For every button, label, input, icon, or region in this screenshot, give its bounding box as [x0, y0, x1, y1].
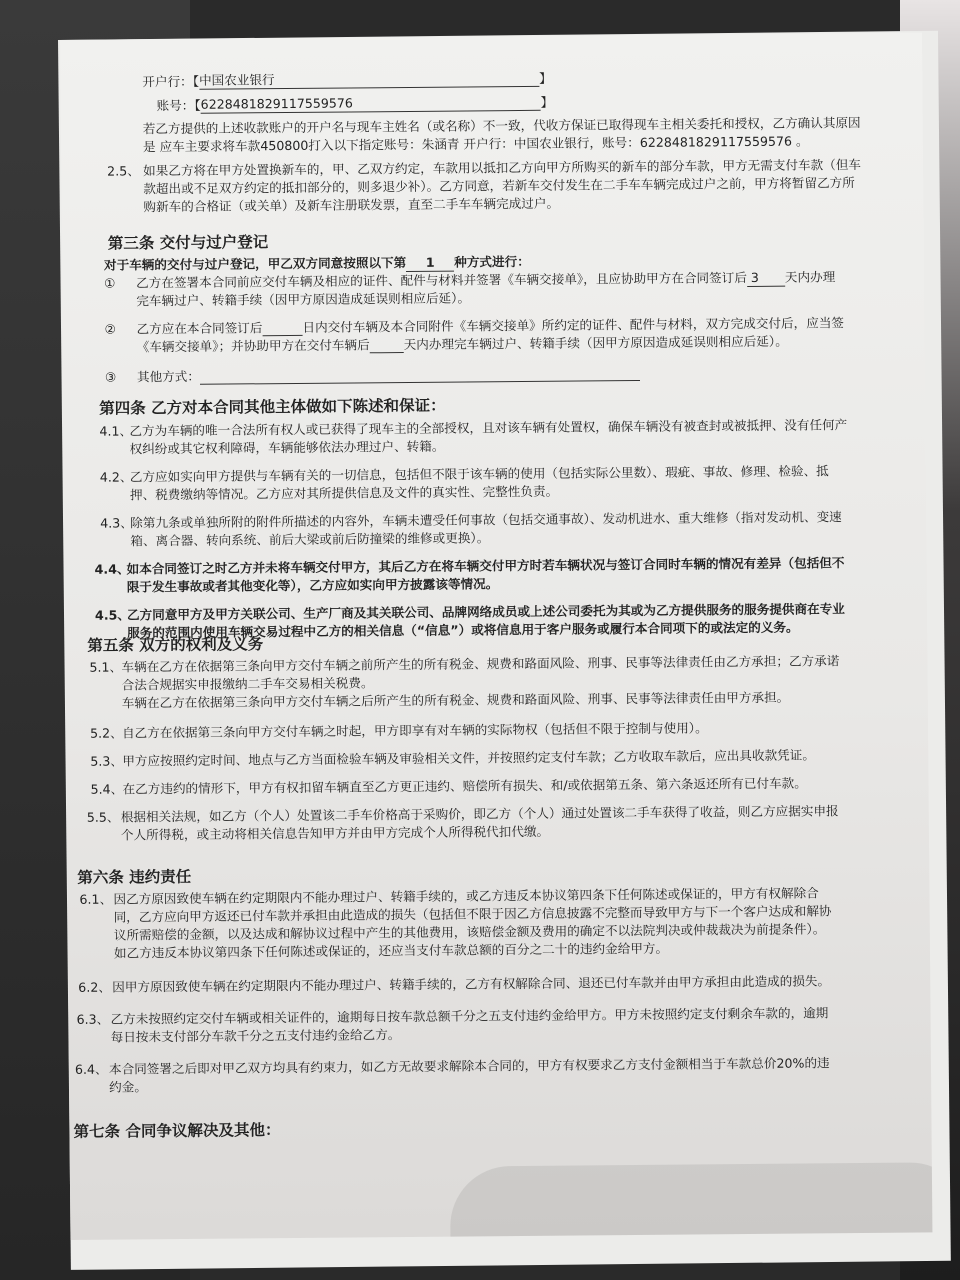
clause-6-3-number: 6.3、: [76, 1011, 110, 1027]
clause-2-5-line-3: 购新车的合格证（或关单）及新车注册联发票，直至二手车车辆完成过户。: [143, 195, 560, 215]
clause-4-3-line-1: 除第九条或单独所附的附件所描述的内容外，车辆未遭受任何事故（包括交通事故）、发动机进水、重大维修（指对发动机、变速: [130, 509, 842, 531]
section-3-title: 第三条 交付与过户登记: [107, 233, 269, 253]
clause-5-1-number: 5.1、: [89, 659, 123, 675]
bank-open-close: 】: [538, 70, 552, 86]
clause-5-5-line-2: 个人所得税，或主动将相关信息告知甲方并由甲方完成个人所得税代扣代缴。: [120, 823, 550, 843]
bank-open-value: 中国农业银行: [198, 72, 275, 88]
clause-4-1-line-2: 权纠纷或其它权利障碍，车辆能够依法办理过户、转籍。: [129, 438, 445, 457]
option-2-mark: ②: [104, 321, 116, 337]
clause-6-1-number: 6.1、: [79, 891, 113, 907]
clause-5-3-number: 5.3、: [90, 753, 123, 769]
option-2-days-blank: [262, 321, 302, 336]
clause-4-5-number: 4.5、: [94, 607, 130, 623]
clause-6-1-line-1: 因乙方原因致使车辆在约定期限内不能办理过户、转籍手续的，或乙方违反本协议第四条下任何陈述或保证的，甲方有权解除合: [113, 885, 819, 907]
option-3-blank: [200, 366, 640, 385]
clause-2-5-line-2: 款超出或不足双方约定的抵扣部分的，则多退少补）。乙方同意，若新车交付发生在二手车车辆完成过户之前，甲方将暂留乙方所: [143, 175, 855, 197]
clause-4-5-line-2: 服务的范围内使用车辆交易过程中乙方的相关信息（“信息”）或将信息用于客户服务或履行本合同项下的或法定的义务。: [127, 619, 799, 641]
bank-acct-label: 账号：【: [156, 97, 201, 114]
clause-5-2-line-1: 自乙方在依据第三条向甲方交付车辆之时起，甲方即享有对车辆的实际物权（包括但不限于控制与使用）。: [121, 720, 708, 741]
clause-4-2-number: 4.2、: [99, 469, 133, 485]
clause-6-3-line-1: 乙方未按照约定交付车辆或相关证件的，逾期每日按车款总额千分之五支付违约金给甲方。甲方未按照约定支付剩余车款的，逾期: [110, 1005, 829, 1027]
bank-acct-field: [201, 94, 541, 114]
clause-4-4-line-2: 限于发生事故或者其他变化等），乙方应如实向甲方披露该等情况。: [126, 576, 499, 595]
bank-open-field: [199, 70, 539, 90]
section-7-title: 第七条 合同争议解决及其他：: [73, 1121, 281, 1141]
section-3-intro-a: 对于车辆的交付与过户登记，甲乙双方同意按照以下第: [103, 254, 407, 273]
hand-shadow: [450, 1162, 933, 1240]
section-3-intro-b: 种方式进行：: [454, 253, 530, 270]
clause-6-1-line-2: 同，乙方应向甲方返还已付车款并承担由此造成的损失（包括但不限于因乙方信息披露不完整而导致甲方与下一个客户达成和解协: [113, 903, 832, 925]
bank-acct-row: [157, 94, 554, 114]
clause-2-5-line-1: 如果乙方将在甲方处置换新车的，甲、乙双方约定，车款用以抵扣乙方向甲方所购买的新车的部分车款，甲方无需支付车款（但车: [143, 157, 862, 179]
option-1-text-a: 乙方在签署本合同前应交付车辆及相应的证件、配件与材料并签署《车辆交接单》，且应协助甲方在合同签订后: [136, 270, 747, 291]
bank-acct-close: 】: [540, 94, 554, 110]
section-5-title: 第五条 双方的权利及义务: [87, 635, 264, 655]
clause-5-4-line-1: 在乙方违约的情形下，甲方有权扣留车辆直至乙方更正违约、赔偿所有损失、和/或依据第五条、第六条返还所有已付车款。: [122, 775, 807, 797]
clause-6-1-line-4: 如乙方违反本协议第四条下任何陈述或保证的，还应当支付车款总额的百分之二十的违约金给甲方。: [113, 940, 669, 961]
option-2-days-blank-2: [370, 338, 404, 353]
clause-4-3-line-2: 箱、离合器、转向系统、前后大梁或前后防撞梁的维修或更换）。: [130, 530, 490, 549]
clause-4-1-number: 4.1、: [99, 423, 133, 439]
clause-5-1-line-1: 车辆在乙方在依据第三条向甲方交付车辆之前所产生的所有税金、规费和路面风险、刑事、民事等法律责任由乙方承担；乙方承诺: [121, 653, 840, 675]
clause-4-2-line-1: 乙方应如实向甲方提供与车辆有关的一切信息，包括但不限于该车辆的使用（包括实际公里数）、瑕疵、事故、修理、检验、抵: [129, 463, 829, 485]
option-2-text-c: 《车辆交接单》；并协助甲方在交付车辆后: [136, 337, 370, 355]
clause-4-3-number: 4.3、: [100, 515, 133, 531]
section-3-method-number: 1: [406, 255, 454, 272]
clause-6-2-line-1: 因甲方原因致使车辆在约定期限内不能办理过户、转籍手续的，乙方有权解除合同、退还已付车款并由甲方承担由此造成的损失。: [112, 973, 831, 995]
clause-4-1-line-1: 乙方为车辆的唯一合法所有权人或已获得了现车主的全部授权，且对该车辆有处置权，确保车辆没有被查封或被抵押、没有任何产: [129, 417, 848, 439]
clause-6-3-line-2: 每日按未支付部分车款千分之五支付违约金给乙方。: [110, 1027, 401, 1045]
clause-4-4-number: 4.4、: [94, 561, 130, 577]
option-3-label: 其他方式：: [136, 368, 200, 385]
option-2-text-a: 乙方应在本合同签订后: [136, 320, 263, 337]
clause-5-1-line-3: 车辆在乙方在依据第三条向甲方交付车辆之后所产生的所有税金、规费和路面风险、刑事、民事等法律责任由甲方承担。: [121, 689, 790, 711]
clause-6-4-line-2: 约金。: [109, 1079, 147, 1095]
clause-4-4-line-1: 如本合同签订之时乙方并未将车辆交付甲方，其后乙方在将车辆交付甲方时若车辆状况与签订合同时车辆的情况有差异（包括但不: [126, 555, 845, 577]
clause-6-4-line-1: 本合同签署之后即对甲乙双方均具有约束力，如乙方无故要求解除本合同的，甲方有权要求乙方支付金额相当于车款总价20%的违: [108, 1055, 830, 1077]
clause-6-1-line-3: 议所需赔偿的金额，以及达成和解协议过程中产生的其他费用，该赔偿金额及费用的确定不以法院判决或仲裁裁决为前提条件）。: [113, 921, 826, 943]
option-1-line-2: 完车辆过户、转籍手续（因甲方原因造成延误则相应后延）。: [136, 290, 471, 309]
clause-2-5-number: 2.5、: [107, 163, 140, 179]
clause-5-3-line-1: 甲方应按照约定时间、地点与乙方当面检验车辆及审验相关文件，并按照约定支付车款；乙方收取车款后，应出具收款凭证。: [122, 747, 815, 769]
option-2-line-2: [137, 334, 788, 356]
clause-5-4-number: 5.4、: [90, 781, 124, 797]
option-2-text-b: 日内交付车辆及本合同附件《车辆交接单》所约定的证件、配件与材料，双方完成交付后，应当签: [302, 315, 845, 335]
section-6-title: 第六条 违约责任: [77, 867, 192, 887]
clause-6-2-number: 6.2、: [78, 979, 111, 995]
clause-4-2-line-2: 押、税费缴纳等情况。乙方应对其所提供信息及文件的真实性、完整性负责。: [129, 483, 559, 503]
clause-6-4-number: 6.4、: [74, 1061, 108, 1077]
option-2-text-d: 天内办理完车辆过户、转籍手续（因甲方原因造成延误则相应后延）。: [403, 333, 788, 353]
bank-note-line-2: 是 应车主要求将车款450800打入以下指定账号：朱涵青 开户行：中国农业银行，账号：6228481829117559576 。: [142, 133, 809, 155]
clause-5-5-number: 5.5、: [86, 809, 120, 825]
section-4-title: 第四条 乙方对本合同其他主体做如下陈述和保证：: [99, 396, 446, 418]
bank-open-row: [142, 70, 551, 91]
contract-page: [60, 32, 932, 1239]
option-3-mark: ③: [104, 369, 117, 385]
clause-5-2-number: 5.2、: [89, 725, 123, 741]
option-1-text-b: 天内办理: [784, 269, 836, 285]
bank-note-line-1: 若乙方提供的上述收款账户的开户名与现车主姓名（或名称）不一致，代收方保证已取得现车主相关委托和授权，乙方确认其原因: [142, 115, 861, 137]
clause-5-5-line-1: 根据相关法规，如乙方（个人）处置该二手车价格高于采购价，即乙方（个人）通过处置该二手车获得了收益，则乙方应据实申报: [120, 803, 839, 825]
clause-4-5-line-1: 乙方同意甲方及甲方关联公司、生产厂商及其关联公司、品牌网络成员或上述公司委托为其或为乙方提供服务的服务提供商在专业: [126, 601, 845, 623]
option-3-line: [137, 365, 640, 385]
clause-5-1-line-2: 合法合规据实申报缴纳二手车交易相关税费。: [121, 675, 374, 693]
option-1-mark: ①: [104, 275, 116, 291]
option-1-days: 3: [747, 270, 785, 287]
bank-acct-value: 6228481829117559576: [200, 95, 353, 112]
bank-open-label: 开户行：【: [142, 73, 200, 90]
